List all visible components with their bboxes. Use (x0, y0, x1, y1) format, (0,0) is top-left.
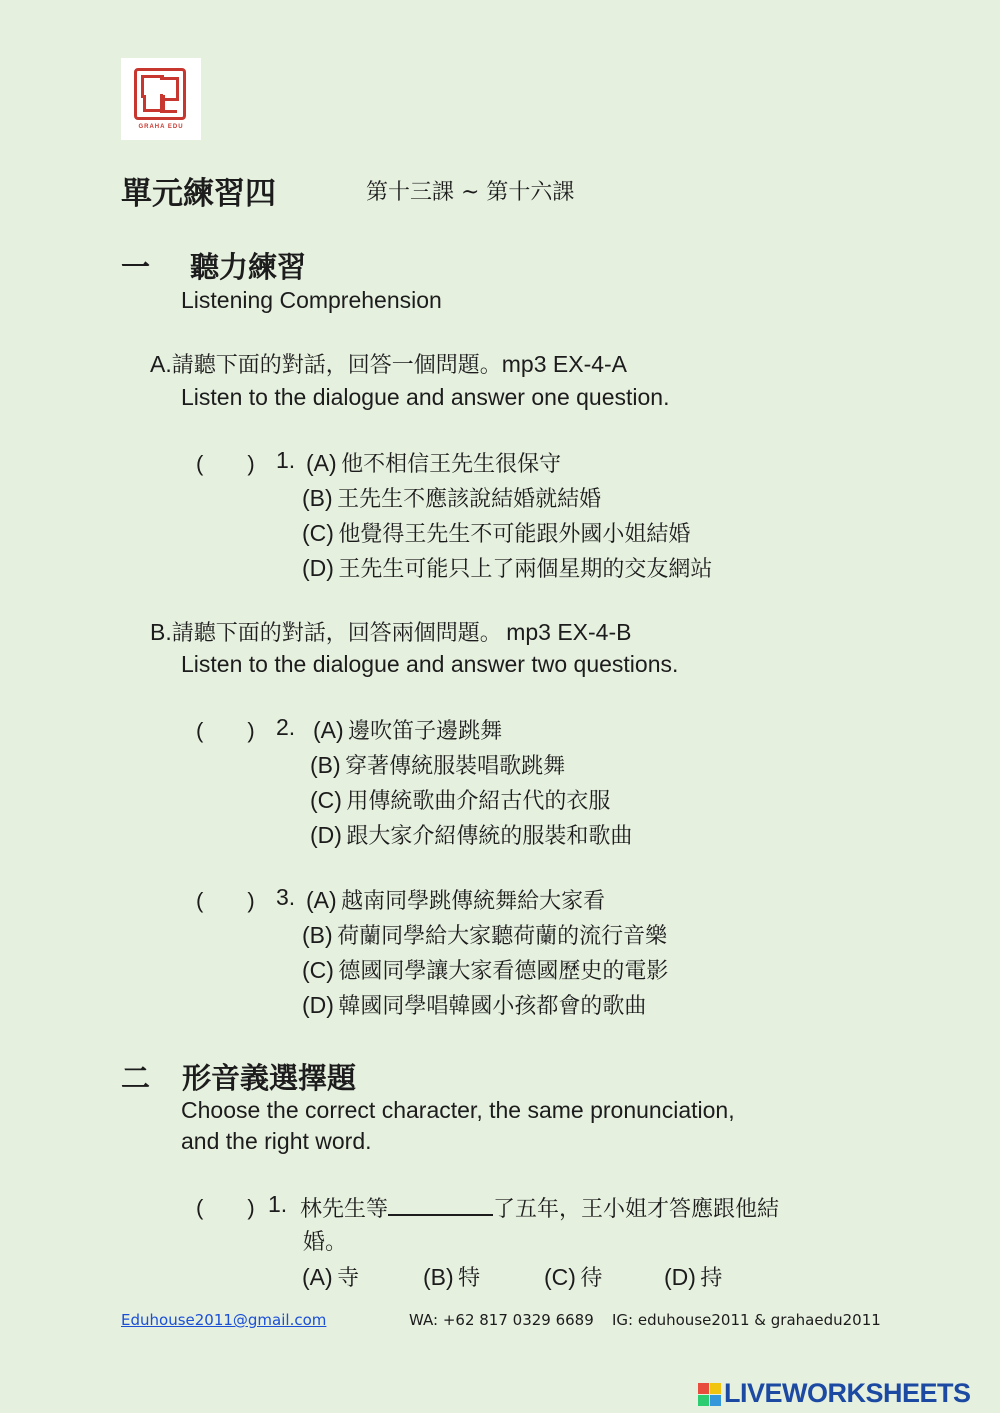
seal-mark (134, 68, 186, 120)
q3-option-d: (D) 韓國同學唱韓國小孩都會的歌曲 (302, 992, 647, 1019)
q3-option-a: (A) 越南同學跳傳統舞給大家看 (306, 887, 606, 914)
section1-title: 聽力練習 (190, 250, 307, 284)
s2-q1-blank[interactable] (388, 1190, 493, 1216)
part-a-audio: mp3 EX-4-A (501, 351, 628, 377)
logo-mark-text: GRAHA EDU (138, 124, 184, 130)
s2-q1-stem-line2: 婚。 (303, 1230, 348, 1255)
s2-q1-option-a: (A) 寺 (302, 1264, 360, 1291)
q1-option-c: (C) 他覺得王先生不可能跟外國小姐結婚 (302, 520, 691, 547)
liveworksheets-badge-icon (698, 1383, 722, 1407)
worksheet-subtitle: 第十三課 ~ 第十六課 (366, 180, 575, 205)
section2-number: 二 (121, 1061, 151, 1095)
section1-number: 一 (121, 250, 151, 284)
s2-q1-option-d: (D) 持 (664, 1264, 723, 1291)
graha-edu-logo (121, 58, 201, 140)
part-b-instruction (150, 616, 631, 647)
answer-box-q1[interactable]: ( ) (196, 451, 255, 476)
footer-whatsapp: WA: +62 817 0329 6689 (409, 1311, 594, 1329)
s2-q1-stem-after: 了五年，王小姐才答應跟他結 (493, 1197, 780, 1222)
q3-number: 3. (276, 884, 296, 910)
footer-email[interactable] (121, 1311, 326, 1329)
part-b-audio: mp3 EX-4-B (506, 619, 632, 645)
q1-number: 1. (276, 447, 296, 473)
q2-option-d: (D) 跟大家介紹傳統的服裝和歌曲 (310, 822, 633, 849)
section2-english-line1: Choose the correct character, the same pronunciation, (181, 1097, 735, 1123)
q2-number: 2. (276, 714, 296, 740)
q2-option-c: (C) 用傳統歌曲介紹古代的衣服 (310, 787, 611, 814)
s2-q1-option-b: (B) 特 (423, 1264, 481, 1291)
s2-q1-option-c: (C) 待 (544, 1264, 603, 1291)
email-link[interactable]: Eduhouse2011@gmail.com (121, 1311, 327, 1329)
part-a-instruction (150, 348, 627, 379)
part-a-label: A. (150, 351, 172, 377)
s2-q1-stem-before: 林先生等 (300, 1197, 389, 1222)
q2-option-a: (A) 邊吹笛子邊跳舞 (313, 717, 503, 744)
part-a-instruction-zh: 請聽下面的對話，回答一個問題。 (171, 353, 502, 378)
s2-q1-stem (300, 1190, 779, 1223)
answer-box-q2[interactable]: ( ) (196, 718, 255, 743)
section2-title: 形音義選擇題 (182, 1061, 357, 1095)
part-b-instruction-en: Listen to the dialogue and answer two questions. (181, 651, 679, 677)
footer-instagram: IG: eduhouse2011 & grahaedu2011 (612, 1311, 881, 1329)
section1-english: Listening Comprehension (181, 287, 442, 313)
q3-option-b: (B) 荷蘭同學給大家聽荷蘭的流行音樂 (302, 922, 668, 949)
liveworksheets-text: LIVEWORKSHEETS (724, 1378, 971, 1408)
section2-english-line2: and the right word. (181, 1128, 372, 1154)
q3-option-c: (C) 德國同學讓大家看德國歷史的電影 (302, 957, 669, 984)
q1-option-d: (D) 王先生可能只上了兩個星期的交友網站 (302, 555, 713, 582)
q2-option-b: (B) 穿著傳統服裝唱歌跳舞 (310, 752, 566, 779)
part-b-instruction-zh: 請聽下面的對話，回答兩個問題。 (171, 621, 502, 646)
q1-option-b: (B) 王先生不應該說結婚就結婚 (302, 485, 602, 512)
liveworksheets-watermark (698, 1378, 971, 1409)
worksheet-title: 單元練習四 (121, 176, 276, 212)
s2-q1-number: 1. (268, 1191, 288, 1217)
part-b-label: B. (150, 619, 172, 645)
q1-option-a: (A) 他不相信王先生很保守 (306, 450, 562, 477)
part-a-instruction-en: Listen to the dialogue and answer one question. (181, 384, 670, 410)
answer-box-q3[interactable]: ( ) (196, 888, 255, 913)
answer-box-s2-q1[interactable]: ( ) (196, 1195, 255, 1220)
